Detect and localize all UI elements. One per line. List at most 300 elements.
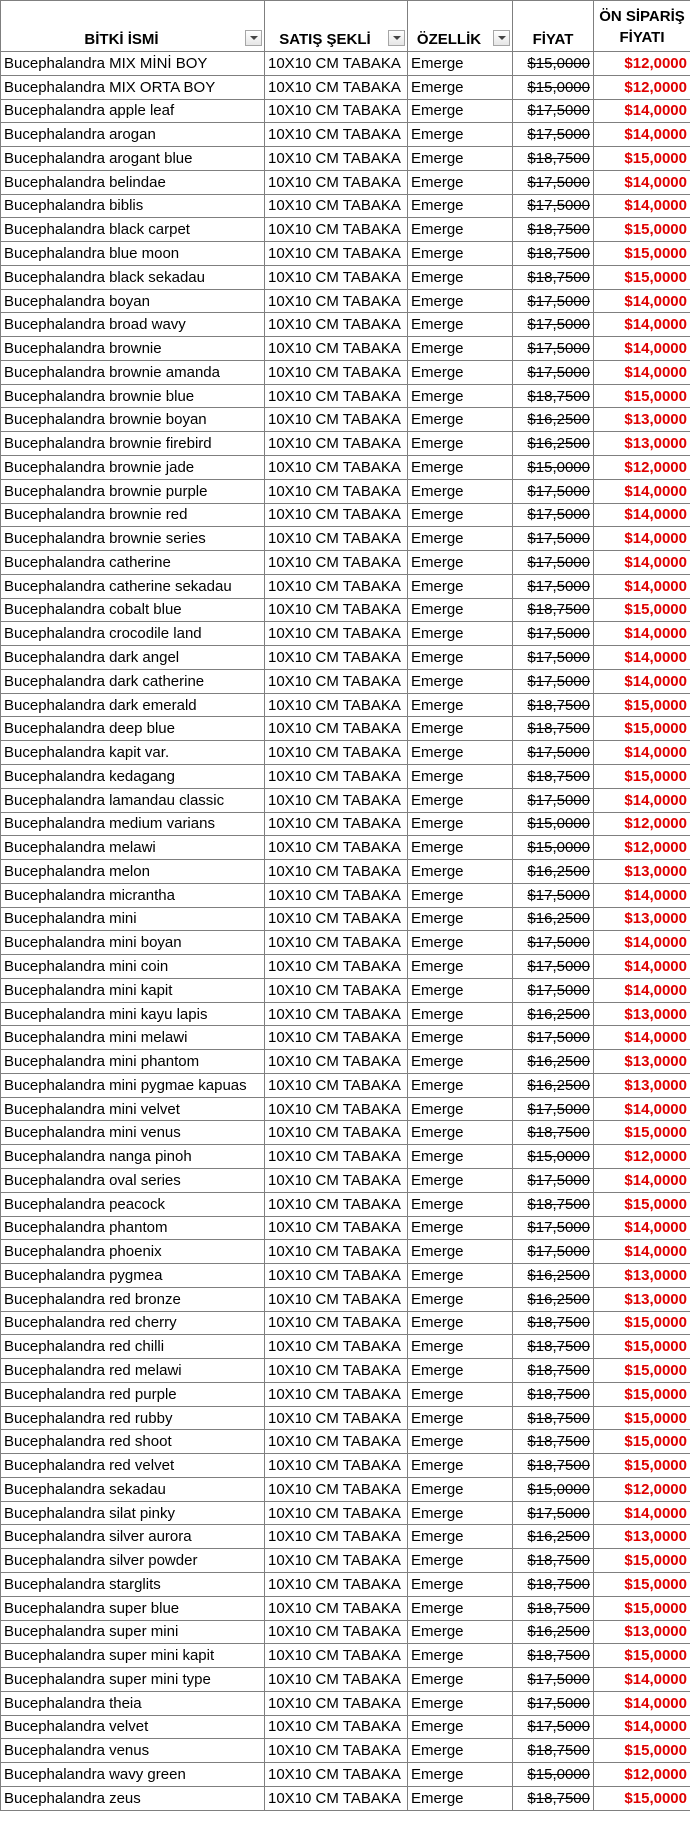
- price-cell[interactable]: $17,5000: [513, 1026, 594, 1050]
- price-cell[interactable]: $15,0000: [513, 52, 594, 76]
- table-row[interactable]: [1, 1644, 690, 1668]
- table-row[interactable]: [1, 99, 690, 123]
- sale-type-cell[interactable]: 10X10 CM TABAKA: [265, 1763, 408, 1787]
- plant-name-cell[interactable]: Bucephalandra phoenix: [1, 1240, 265, 1264]
- sale-type-cell[interactable]: 10X10 CM TABAKA: [265, 1026, 408, 1050]
- table-row[interactable]: [1, 147, 690, 171]
- plant-name-cell[interactable]: Bucephalandra arogant blue: [1, 147, 265, 171]
- sale-type-cell[interactable]: 10X10 CM TABAKA: [265, 1002, 408, 1026]
- feature-cell[interactable]: Emerge: [408, 741, 513, 765]
- table-row[interactable]: [1, 1382, 690, 1406]
- table-row[interactable]: [1, 1145, 690, 1169]
- price-cell[interactable]: $17,5000: [513, 622, 594, 646]
- table-row[interactable]: [1, 1739, 690, 1763]
- sale-type-cell[interactable]: 10X10 CM TABAKA: [265, 1264, 408, 1288]
- preorder-price-cell[interactable]: $15,0000: [594, 384, 690, 408]
- plant-name-cell[interactable]: Bucephalandra mini: [1, 907, 265, 931]
- feature-cell[interactable]: Emerge: [408, 384, 513, 408]
- plant-name-cell[interactable]: Bucephalandra deep blue: [1, 717, 265, 741]
- feature-cell[interactable]: Emerge: [408, 836, 513, 860]
- price-cell[interactable]: $17,5000: [513, 551, 594, 575]
- price-cell[interactable]: $18,7500: [513, 1644, 594, 1668]
- feature-cell[interactable]: Emerge: [408, 1216, 513, 1240]
- plant-name-cell[interactable]: Bucephalandra red bronze: [1, 1287, 265, 1311]
- table-row[interactable]: [1, 503, 690, 527]
- sale-type-cell[interactable]: 10X10 CM TABAKA: [265, 503, 408, 527]
- sale-type-cell[interactable]: 10X10 CM TABAKA: [265, 883, 408, 907]
- feature-cell[interactable]: Emerge: [408, 1668, 513, 1692]
- feature-cell[interactable]: Emerge: [408, 1501, 513, 1525]
- sale-type-cell[interactable]: 10X10 CM TABAKA: [265, 408, 408, 432]
- sale-type-cell[interactable]: 10X10 CM TABAKA: [265, 1145, 408, 1169]
- plant-name-cell[interactable]: Bucephalandra oval series: [1, 1168, 265, 1192]
- sale-type-cell[interactable]: 10X10 CM TABAKA: [265, 1073, 408, 1097]
- sale-type-cell[interactable]: 10X10 CM TABAKA: [265, 1477, 408, 1501]
- sale-type-cell[interactable]: 10X10 CM TABAKA: [265, 218, 408, 242]
- sale-type-cell[interactable]: 10X10 CM TABAKA: [265, 693, 408, 717]
- plant-name-cell[interactable]: Bucephalandra biblis: [1, 194, 265, 218]
- table-row[interactable]: [1, 194, 690, 218]
- preorder-price-cell[interactable]: $14,0000: [594, 123, 690, 147]
- feature-cell[interactable]: Emerge: [408, 693, 513, 717]
- feature-cell[interactable]: Emerge: [408, 1168, 513, 1192]
- preorder-price-cell[interactable]: $15,0000: [594, 242, 690, 266]
- plant-name-cell[interactable]: Bucephalandra nanga pinoh: [1, 1145, 265, 1169]
- plant-name-cell[interactable]: Bucephalandra velvet: [1, 1715, 265, 1739]
- preorder-price-cell[interactable]: $13,0000: [594, 408, 690, 432]
- preorder-price-cell[interactable]: $14,0000: [594, 883, 690, 907]
- sale-type-cell[interactable]: 10X10 CM TABAKA: [265, 1454, 408, 1478]
- preorder-price-cell[interactable]: $12,0000: [594, 52, 690, 76]
- preorder-price-cell[interactable]: $15,0000: [594, 265, 690, 289]
- price-cell[interactable]: $18,7500: [513, 384, 594, 408]
- table-row[interactable]: [1, 669, 690, 693]
- plant-name-cell[interactable]: Bucephalandra brownie: [1, 337, 265, 361]
- table-row[interactable]: [1, 1359, 690, 1383]
- price-cell[interactable]: $17,5000: [513, 741, 594, 765]
- table-row[interactable]: [1, 955, 690, 979]
- table-row[interactable]: [1, 1430, 690, 1454]
- preorder-price-cell[interactable]: $14,0000: [594, 622, 690, 646]
- price-cell[interactable]: $17,5000: [513, 313, 594, 337]
- preorder-price-cell[interactable]: $14,0000: [594, 313, 690, 337]
- feature-cell[interactable]: Emerge: [408, 337, 513, 361]
- table-row[interactable]: [1, 693, 690, 717]
- plant-name-cell[interactable]: Bucephalandra dark angel: [1, 646, 265, 670]
- price-cell[interactable]: $17,5000: [513, 1216, 594, 1240]
- preorder-price-cell[interactable]: $13,0000: [594, 860, 690, 884]
- sale-type-cell[interactable]: 10X10 CM TABAKA: [265, 1549, 408, 1573]
- price-cell[interactable]: $18,7500: [513, 1359, 594, 1383]
- table-row[interactable]: [1, 812, 690, 836]
- price-cell[interactable]: $17,5000: [513, 503, 594, 527]
- sale-type-cell[interactable]: 10X10 CM TABAKA: [265, 1573, 408, 1597]
- table-row[interactable]: [1, 1763, 690, 1787]
- preorder-price-cell[interactable]: $15,0000: [594, 1406, 690, 1430]
- preorder-price-cell[interactable]: $15,0000: [594, 1311, 690, 1335]
- feature-cell[interactable]: Emerge: [408, 360, 513, 384]
- price-cell[interactable]: $16,2500: [513, 1525, 594, 1549]
- preorder-price-cell[interactable]: $14,0000: [594, 360, 690, 384]
- table-row[interactable]: [1, 1620, 690, 1644]
- feature-cell[interactable]: Emerge: [408, 123, 513, 147]
- price-cell[interactable]: $17,5000: [513, 978, 594, 1002]
- plant-name-cell[interactable]: Bucephalandra blue moon: [1, 242, 265, 266]
- table-row[interactable]: [1, 432, 690, 456]
- feature-cell[interactable]: Emerge: [408, 717, 513, 741]
- price-cell[interactable]: $18,7500: [513, 1430, 594, 1454]
- plant-name-cell[interactable]: Bucephalandra crocodile land: [1, 622, 265, 646]
- preorder-price-cell[interactable]: $14,0000: [594, 955, 690, 979]
- plant-name-cell[interactable]: Bucephalandra arogan: [1, 123, 265, 147]
- price-cell[interactable]: $18,7500: [513, 1454, 594, 1478]
- preorder-price-cell[interactable]: $15,0000: [594, 1573, 690, 1597]
- price-cell[interactable]: $18,7500: [513, 218, 594, 242]
- sale-type-cell[interactable]: 10X10 CM TABAKA: [265, 1240, 408, 1264]
- plant-name-cell[interactable]: Bucephalandra silver aurora: [1, 1525, 265, 1549]
- feature-cell[interactable]: Emerge: [408, 1573, 513, 1597]
- price-cell[interactable]: $18,7500: [513, 1382, 594, 1406]
- plant-name-cell[interactable]: Bucephalandra catherine sekadau: [1, 574, 265, 598]
- table-row[interactable]: [1, 978, 690, 1002]
- price-cell[interactable]: $17,5000: [513, 931, 594, 955]
- table-row[interactable]: [1, 384, 690, 408]
- price-cell[interactable]: $18,7500: [513, 764, 594, 788]
- sale-type-cell[interactable]: 10X10 CM TABAKA: [265, 479, 408, 503]
- plant-name-cell[interactable]: Bucephalandra dark catherine: [1, 669, 265, 693]
- plant-name-cell[interactable]: Bucephalandra black carpet: [1, 218, 265, 242]
- table-row[interactable]: [1, 242, 690, 266]
- plant-name-cell[interactable]: Bucephalandra silat pinky: [1, 1501, 265, 1525]
- preorder-price-cell[interactable]: $15,0000: [594, 218, 690, 242]
- plant-name-cell[interactable]: Bucephalandra phantom: [1, 1216, 265, 1240]
- feature-cell[interactable]: Emerge: [408, 265, 513, 289]
- plant-name-cell[interactable]: Bucephalandra mini phantom: [1, 1050, 265, 1074]
- feature-cell[interactable]: Emerge: [408, 1525, 513, 1549]
- table-row[interactable]: [1, 1573, 690, 1597]
- sale-type-cell[interactable]: 10X10 CM TABAKA: [265, 931, 408, 955]
- price-cell[interactable]: $18,7500: [513, 147, 594, 171]
- feature-cell[interactable]: Emerge: [408, 812, 513, 836]
- preorder-price-cell[interactable]: $14,0000: [594, 479, 690, 503]
- sale-type-cell[interactable]: 10X10 CM TABAKA: [265, 1786, 408, 1810]
- feature-cell[interactable]: Emerge: [408, 955, 513, 979]
- preorder-price-cell[interactable]: $14,0000: [594, 337, 690, 361]
- preorder-price-cell[interactable]: $15,0000: [594, 764, 690, 788]
- price-cell[interactable]: $18,7500: [513, 265, 594, 289]
- preorder-price-cell[interactable]: $13,0000: [594, 1287, 690, 1311]
- feature-cell[interactable]: Emerge: [408, 622, 513, 646]
- table-row[interactable]: [1, 1406, 690, 1430]
- preorder-price-cell[interactable]: $14,0000: [594, 931, 690, 955]
- plant-name-cell[interactable]: Bucephalandra MIX ORTA BOY: [1, 75, 265, 99]
- price-cell[interactable]: $16,2500: [513, 1073, 594, 1097]
- feature-cell[interactable]: Emerge: [408, 503, 513, 527]
- table-row[interactable]: [1, 1501, 690, 1525]
- price-cell[interactable]: $16,2500: [513, 1050, 594, 1074]
- plant-name-cell[interactable]: Bucephalandra red cherry: [1, 1311, 265, 1335]
- price-cell[interactable]: $15,0000: [513, 812, 594, 836]
- preorder-price-cell[interactable]: $14,0000: [594, 99, 690, 123]
- feature-cell[interactable]: Emerge: [408, 242, 513, 266]
- preorder-price-cell[interactable]: $14,0000: [594, 1168, 690, 1192]
- preorder-price-cell[interactable]: $13,0000: [594, 1002, 690, 1026]
- plant-name-cell[interactable]: Bucephalandra mini coin: [1, 955, 265, 979]
- preorder-price-cell[interactable]: $14,0000: [594, 646, 690, 670]
- table-row[interactable]: [1, 717, 690, 741]
- sale-type-cell[interactable]: 10X10 CM TABAKA: [265, 741, 408, 765]
- preorder-price-cell[interactable]: $12,0000: [594, 836, 690, 860]
- feature-cell[interactable]: Emerge: [408, 551, 513, 575]
- sale-type-cell[interactable]: 10X10 CM TABAKA: [265, 646, 408, 670]
- table-row[interactable]: [1, 1549, 690, 1573]
- feature-cell[interactable]: Emerge: [408, 598, 513, 622]
- preorder-price-cell[interactable]: $14,0000: [594, 1691, 690, 1715]
- feature-cell[interactable]: Emerge: [408, 1549, 513, 1573]
- feature-cell[interactable]: Emerge: [408, 527, 513, 551]
- sale-type-cell[interactable]: 10X10 CM TABAKA: [265, 1311, 408, 1335]
- preorder-price-cell[interactable]: $15,0000: [594, 1596, 690, 1620]
- plant-name-cell[interactable]: Bucephalandra brownie blue: [1, 384, 265, 408]
- feature-cell[interactable]: Emerge: [408, 432, 513, 456]
- filter-dropdown-icon[interactable]: [245, 30, 262, 46]
- sale-type-cell[interactable]: 10X10 CM TABAKA: [265, 907, 408, 931]
- filter-dropdown-icon[interactable]: [493, 30, 510, 46]
- feature-cell[interactable]: Emerge: [408, 1335, 513, 1359]
- plant-name-cell[interactable]: Bucephalandra dark emerald: [1, 693, 265, 717]
- price-cell[interactable]: $15,0000: [513, 75, 594, 99]
- preorder-price-cell[interactable]: $14,0000: [594, 551, 690, 575]
- price-cell[interactable]: $17,5000: [513, 360, 594, 384]
- plant-name-cell[interactable]: Bucephalandra super blue: [1, 1596, 265, 1620]
- sale-type-cell[interactable]: 10X10 CM TABAKA: [265, 622, 408, 646]
- feature-cell[interactable]: Emerge: [408, 1715, 513, 1739]
- price-cell[interactable]: $18,7500: [513, 1311, 594, 1335]
- table-row[interactable]: [1, 123, 690, 147]
- price-cell[interactable]: $18,7500: [513, 598, 594, 622]
- sale-type-cell[interactable]: 10X10 CM TABAKA: [265, 1644, 408, 1668]
- sale-type-cell[interactable]: 10X10 CM TABAKA: [265, 860, 408, 884]
- plant-name-cell[interactable]: Bucephalandra melawi: [1, 836, 265, 860]
- table-row[interactable]: [1, 1786, 690, 1810]
- table-row[interactable]: [1, 360, 690, 384]
- plant-name-cell[interactable]: Bucephalandra super mini kapit: [1, 1644, 265, 1668]
- sale-type-cell[interactable]: 10X10 CM TABAKA: [265, 836, 408, 860]
- price-cell[interactable]: $16,2500: [513, 1264, 594, 1288]
- plant-name-cell[interactable]: Bucephalandra mini boyan: [1, 931, 265, 955]
- price-cell[interactable]: $18,7500: [513, 693, 594, 717]
- plant-name-cell[interactable]: Bucephalandra mini melawi: [1, 1026, 265, 1050]
- price-cell[interactable]: $17,5000: [513, 1715, 594, 1739]
- preorder-price-cell[interactable]: $14,0000: [594, 170, 690, 194]
- sale-type-cell[interactable]: 10X10 CM TABAKA: [265, 99, 408, 123]
- feature-cell[interactable]: Emerge: [408, 1121, 513, 1145]
- sale-type-cell[interactable]: 10X10 CM TABAKA: [265, 812, 408, 836]
- table-row[interactable]: [1, 1264, 690, 1288]
- table-row[interactable]: [1, 1168, 690, 1192]
- plant-name-cell[interactable]: Bucephalandra mini pygmae kapuas: [1, 1073, 265, 1097]
- table-row[interactable]: [1, 289, 690, 313]
- sale-type-cell[interactable]: 10X10 CM TABAKA: [265, 1715, 408, 1739]
- plant-name-cell[interactable]: Bucephalandra red melawi: [1, 1359, 265, 1383]
- feature-cell[interactable]: Emerge: [408, 1026, 513, 1050]
- table-row[interactable]: [1, 1097, 690, 1121]
- feature-cell[interactable]: Emerge: [408, 1406, 513, 1430]
- plant-name-cell[interactable]: Bucephalandra venus: [1, 1739, 265, 1763]
- plant-name-cell[interactable]: Bucephalandra MIX MİNİ BOY: [1, 52, 265, 76]
- feature-cell[interactable]: Emerge: [408, 1145, 513, 1169]
- sale-type-cell[interactable]: 10X10 CM TABAKA: [265, 1668, 408, 1692]
- plant-name-cell[interactable]: Bucephalandra catherine: [1, 551, 265, 575]
- sale-type-cell[interactable]: 10X10 CM TABAKA: [265, 764, 408, 788]
- sale-type-cell[interactable]: 10X10 CM TABAKA: [265, 1620, 408, 1644]
- table-row[interactable]: [1, 646, 690, 670]
- feature-cell[interactable]: Emerge: [408, 1786, 513, 1810]
- feature-cell[interactable]: Emerge: [408, 1430, 513, 1454]
- preorder-price-cell[interactable]: $15,0000: [594, 1454, 690, 1478]
- table-row[interactable]: [1, 764, 690, 788]
- sale-type-cell[interactable]: 10X10 CM TABAKA: [265, 1216, 408, 1240]
- sale-type-cell[interactable]: 10X10 CM TABAKA: [265, 1739, 408, 1763]
- table-row[interactable]: [1, 170, 690, 194]
- plant-name-cell[interactable]: Bucephalandra brownie purple: [1, 479, 265, 503]
- preorder-price-cell[interactable]: $13,0000: [594, 1264, 690, 1288]
- feature-cell[interactable]: Emerge: [408, 574, 513, 598]
- feature-cell[interactable]: Emerge: [408, 1002, 513, 1026]
- table-row[interactable]: [1, 907, 690, 931]
- sale-type-cell[interactable]: 10X10 CM TABAKA: [265, 170, 408, 194]
- plant-name-cell[interactable]: Bucephalandra brownie jade: [1, 456, 265, 480]
- price-cell[interactable]: $17,5000: [513, 1668, 594, 1692]
- preorder-price-cell[interactable]: $15,0000: [594, 1430, 690, 1454]
- sale-type-cell[interactable]: 10X10 CM TABAKA: [265, 123, 408, 147]
- price-cell[interactable]: $18,7500: [513, 1786, 594, 1810]
- table-row[interactable]: [1, 1454, 690, 1478]
- feature-cell[interactable]: Emerge: [408, 479, 513, 503]
- table-row[interactable]: [1, 218, 690, 242]
- feature-cell[interactable]: Emerge: [408, 1311, 513, 1335]
- feature-cell[interactable]: Emerge: [408, 289, 513, 313]
- sale-type-cell[interactable]: 10X10 CM TABAKA: [265, 574, 408, 598]
- sale-type-cell[interactable]: 10X10 CM TABAKA: [265, 432, 408, 456]
- sale-type-cell[interactable]: 10X10 CM TABAKA: [265, 1359, 408, 1383]
- sale-type-cell[interactable]: 10X10 CM TABAKA: [265, 527, 408, 551]
- price-cell[interactable]: $17,5000: [513, 788, 594, 812]
- table-row[interactable]: [1, 1525, 690, 1549]
- price-cell[interactable]: $17,5000: [513, 479, 594, 503]
- preorder-price-cell[interactable]: $15,0000: [594, 1359, 690, 1383]
- preorder-price-cell[interactable]: $12,0000: [594, 75, 690, 99]
- plant-name-cell[interactable]: Bucephalandra mini velvet: [1, 1097, 265, 1121]
- price-cell[interactable]: $17,5000: [513, 1240, 594, 1264]
- preorder-price-cell[interactable]: $13,0000: [594, 1073, 690, 1097]
- price-cell[interactable]: $16,2500: [513, 860, 594, 884]
- price-cell[interactable]: $17,5000: [513, 574, 594, 598]
- feature-cell[interactable]: Emerge: [408, 218, 513, 242]
- table-row[interactable]: [1, 1311, 690, 1335]
- preorder-price-cell[interactable]: $14,0000: [594, 1097, 690, 1121]
- price-cell[interactable]: $17,5000: [513, 527, 594, 551]
- preorder-price-cell[interactable]: $14,0000: [594, 1715, 690, 1739]
- preorder-price-cell[interactable]: $13,0000: [594, 1525, 690, 1549]
- plant-name-cell[interactable]: Bucephalandra cobalt blue: [1, 598, 265, 622]
- feature-cell[interactable]: Emerge: [408, 1454, 513, 1478]
- table-row[interactable]: [1, 1240, 690, 1264]
- table-row[interactable]: [1, 574, 690, 598]
- preorder-price-cell[interactable]: $14,0000: [594, 669, 690, 693]
- feature-cell[interactable]: Emerge: [408, 1192, 513, 1216]
- price-cell[interactable]: $15,0000: [513, 456, 594, 480]
- preorder-price-cell[interactable]: $13,0000: [594, 1620, 690, 1644]
- feature-cell[interactable]: Emerge: [408, 75, 513, 99]
- plant-name-cell[interactable]: Bucephalandra mini venus: [1, 1121, 265, 1145]
- feature-cell[interactable]: Emerge: [408, 1359, 513, 1383]
- sale-type-cell[interactable]: 10X10 CM TABAKA: [265, 788, 408, 812]
- sale-type-cell[interactable]: 10X10 CM TABAKA: [265, 955, 408, 979]
- price-cell[interactable]: $17,5000: [513, 883, 594, 907]
- sale-type-cell[interactable]: 10X10 CM TABAKA: [265, 75, 408, 99]
- preorder-price-cell[interactable]: $15,0000: [594, 1549, 690, 1573]
- table-row[interactable]: [1, 265, 690, 289]
- plant-name-cell[interactable]: Bucephalandra melon: [1, 860, 265, 884]
- plant-name-cell[interactable]: Bucephalandra micrantha: [1, 883, 265, 907]
- preorder-price-cell[interactable]: $12,0000: [594, 812, 690, 836]
- table-row[interactable]: [1, 1121, 690, 1145]
- feature-cell[interactable]: Emerge: [408, 907, 513, 931]
- price-cell[interactable]: $18,7500: [513, 1739, 594, 1763]
- preorder-price-cell[interactable]: $15,0000: [594, 1739, 690, 1763]
- sale-type-cell[interactable]: 10X10 CM TABAKA: [265, 242, 408, 266]
- price-cell[interactable]: $18,7500: [513, 717, 594, 741]
- plant-name-cell[interactable]: Bucephalandra super mini type: [1, 1668, 265, 1692]
- table-row[interactable]: [1, 1477, 690, 1501]
- preorder-price-cell[interactable]: $15,0000: [594, 693, 690, 717]
- preorder-price-cell[interactable]: $14,0000: [594, 1240, 690, 1264]
- price-cell[interactable]: $15,0000: [513, 1145, 594, 1169]
- plant-name-cell[interactable]: Bucephalandra theia: [1, 1691, 265, 1715]
- preorder-price-cell[interactable]: $15,0000: [594, 1121, 690, 1145]
- price-cell[interactable]: $16,2500: [513, 432, 594, 456]
- feature-cell[interactable]: Emerge: [408, 1073, 513, 1097]
- feature-cell[interactable]: Emerge: [408, 456, 513, 480]
- table-row[interactable]: [1, 860, 690, 884]
- price-cell[interactable]: $17,5000: [513, 1097, 594, 1121]
- plant-name-cell[interactable]: Bucephalandra brownie firebird: [1, 432, 265, 456]
- preorder-price-cell[interactable]: $14,0000: [594, 574, 690, 598]
- sale-type-cell[interactable]: 10X10 CM TABAKA: [265, 1430, 408, 1454]
- preorder-price-cell[interactable]: $14,0000: [594, 289, 690, 313]
- preorder-price-cell[interactable]: $14,0000: [594, 1501, 690, 1525]
- price-cell[interactable]: $18,7500: [513, 1573, 594, 1597]
- table-row[interactable]: [1, 1691, 690, 1715]
- sale-type-cell[interactable]: 10X10 CM TABAKA: [265, 265, 408, 289]
- plant-name-cell[interactable]: Bucephalandra sekadau: [1, 1477, 265, 1501]
- table-row[interactable]: [1, 1050, 690, 1074]
- preorder-price-cell[interactable]: $13,0000: [594, 1050, 690, 1074]
- table-row[interactable]: [1, 479, 690, 503]
- table-row[interactable]: [1, 598, 690, 622]
- feature-cell[interactable]: Emerge: [408, 1691, 513, 1715]
- plant-name-cell[interactable]: Bucephalandra red rubby: [1, 1406, 265, 1430]
- feature-cell[interactable]: Emerge: [408, 978, 513, 1002]
- price-cell[interactable]: $16,2500: [513, 1002, 594, 1026]
- price-cell[interactable]: $15,0000: [513, 1477, 594, 1501]
- table-row[interactable]: [1, 52, 690, 76]
- plant-name-cell[interactable]: Bucephalandra apple leaf: [1, 99, 265, 123]
- price-cell[interactable]: $18,7500: [513, 1192, 594, 1216]
- sale-type-cell[interactable]: 10X10 CM TABAKA: [265, 194, 408, 218]
- preorder-price-cell[interactable]: $15,0000: [594, 1192, 690, 1216]
